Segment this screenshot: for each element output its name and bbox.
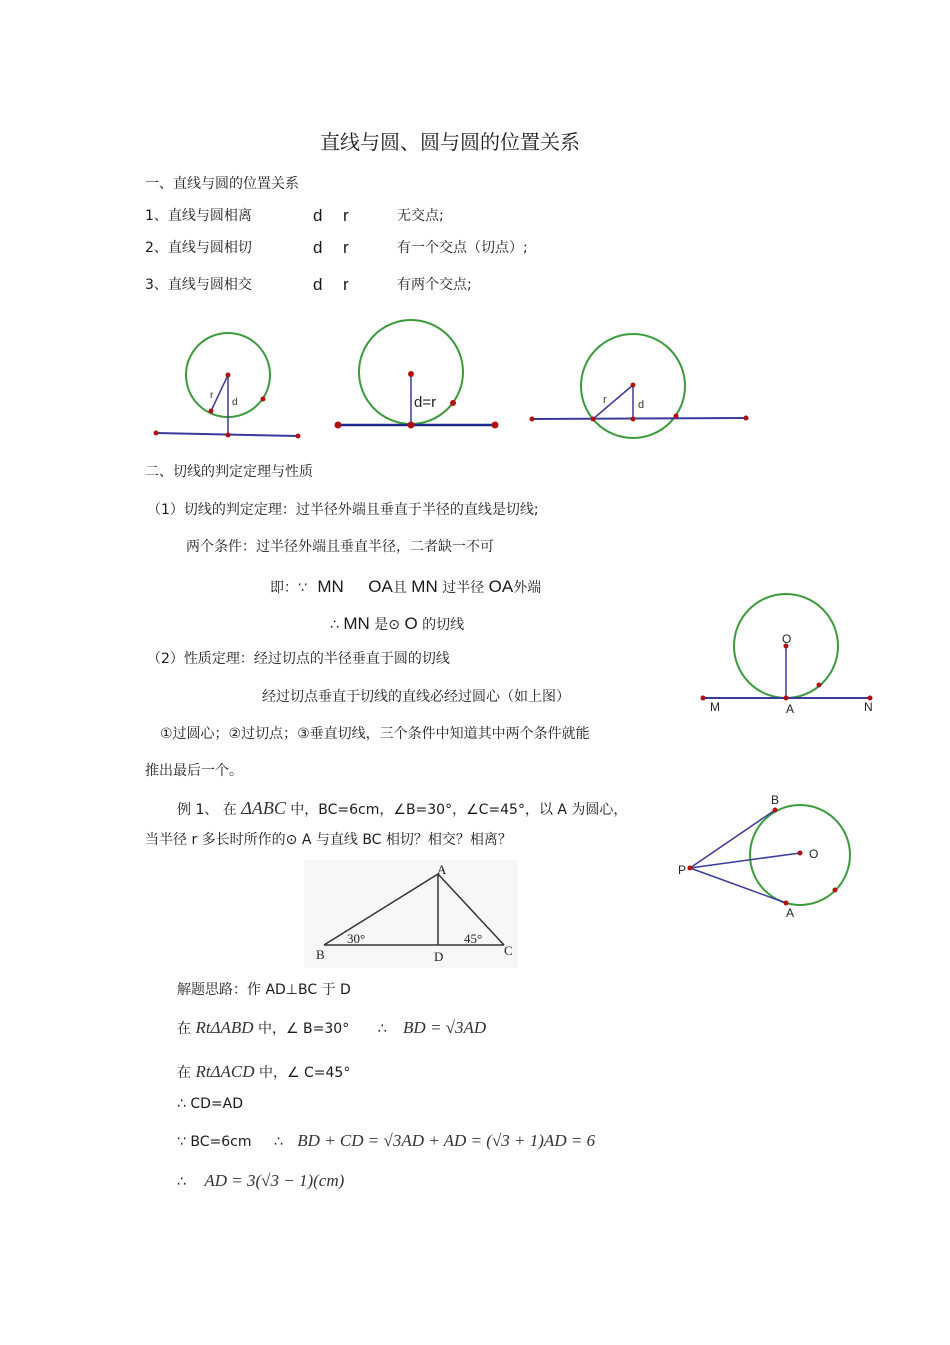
line-endpoint bbox=[744, 416, 749, 421]
row1-desc: 无交点; bbox=[397, 208, 444, 224]
label-n: N bbox=[864, 700, 873, 714]
three-conditions-end: 推出最后一个。 bbox=[145, 763, 243, 779]
label-a: A bbox=[437, 862, 447, 877]
mn-text: MN bbox=[317, 577, 344, 596]
circle-point bbox=[817, 683, 822, 688]
bc-given: ∵ BC=6cm bbox=[177, 1134, 252, 1150]
three-conditions: ①过圆心；②过切点；③垂直切线，三个条件中知道其中两个条件就能 bbox=[160, 726, 590, 742]
figure-line-separate bbox=[140, 325, 310, 445]
foot-point bbox=[631, 417, 636, 422]
example-conditions: 中，BC=6cm，∠B=30°，∠C=45°，以 A 为圆心， bbox=[290, 802, 628, 818]
example-lead: 例 1、 在 bbox=[177, 802, 237, 818]
equation-ad: AD = 3(√3 − 1)(cm) bbox=[204, 1171, 345, 1190]
row3-d: d bbox=[313, 275, 323, 294]
oa-text: OA bbox=[368, 577, 393, 596]
triangle-abd: RtΔABD bbox=[195, 1018, 254, 1037]
oa-text: OA bbox=[488, 577, 514, 596]
label-m: M bbox=[710, 700, 720, 714]
label-b: B bbox=[316, 947, 325, 962]
intersection-point bbox=[674, 414, 679, 419]
therefore-symbol: ∴ bbox=[177, 1174, 186, 1190]
center-point bbox=[226, 373, 231, 378]
therefore-line bbox=[330, 614, 464, 634]
tangent-pa bbox=[690, 868, 786, 903]
solution-step-6 bbox=[177, 1171, 344, 1191]
theorem-1: （1）切线的判定定理：过半径外端且垂直于半径的直线是切线; bbox=[147, 502, 539, 518]
figure-triangle-abc bbox=[304, 860, 518, 968]
line-endpoint bbox=[530, 417, 535, 422]
angle-b-text: 中，∠ B=30° bbox=[258, 1021, 350, 1037]
point-m bbox=[701, 696, 706, 701]
mn-text: MN bbox=[411, 577, 438, 596]
section1-heading: 一、直线与圆的位置关系 bbox=[145, 176, 299, 192]
row2-d: d bbox=[313, 238, 323, 257]
foot-point bbox=[226, 433, 231, 438]
center-point bbox=[631, 383, 636, 388]
since-line bbox=[270, 577, 541, 597]
angle-c-text: 中，∠ C=45° bbox=[259, 1065, 351, 1081]
circle-point bbox=[450, 400, 456, 406]
two-conditions: 两个条件：过半径外端且垂直半径，二者缺一不可 bbox=[186, 539, 494, 555]
triangle-abc: ΔABC bbox=[241, 798, 286, 818]
label-d-eq-r: d=r bbox=[414, 394, 437, 411]
equation-bd: BD = √3AD bbox=[403, 1018, 487, 1037]
center-point bbox=[408, 371, 414, 377]
label-d: D bbox=[434, 949, 444, 964]
solution-step-3 bbox=[177, 1062, 350, 1082]
point-a bbox=[784, 696, 789, 701]
triangle-acd: RtΔACD bbox=[195, 1062, 255, 1081]
and-text: 且 bbox=[392, 580, 407, 596]
figure-line-intersect bbox=[525, 330, 755, 445]
label-r: r bbox=[210, 390, 214, 401]
row3-desc: 有两个交点; bbox=[397, 277, 472, 293]
row3-label: 3、直线与圆相交 bbox=[145, 277, 252, 293]
therefore-symbol: ∴ bbox=[377, 1021, 387, 1037]
point-b bbox=[773, 808, 778, 813]
row1-d: d bbox=[313, 206, 323, 225]
line-endpoint bbox=[154, 431, 159, 436]
figure-tangents-from-p bbox=[670, 790, 860, 922]
row2-desc: 有一个交点（切点）; bbox=[397, 240, 528, 256]
theorem-2: （2）性质定理：经过切点的半径垂直于圆的切线 bbox=[147, 651, 450, 667]
solution-step-5 bbox=[177, 1131, 595, 1151]
in-text: 在 bbox=[177, 1021, 191, 1037]
point-a bbox=[784, 901, 789, 906]
circle-point bbox=[261, 397, 266, 402]
angle-c-label: 45° bbox=[464, 931, 483, 946]
point-o bbox=[798, 851, 803, 856]
circle-point bbox=[833, 888, 838, 893]
mn-text: MN bbox=[343, 614, 370, 633]
label-c: C bbox=[504, 943, 513, 958]
tangent-point bbox=[408, 422, 415, 429]
segment-po bbox=[690, 853, 800, 868]
therefore-symbol: ∴ bbox=[273, 1134, 283, 1150]
row1-r: r bbox=[343, 206, 349, 225]
intersection-point bbox=[591, 417, 596, 422]
solution-step-2 bbox=[177, 1018, 486, 1038]
angle-b-label: 30° bbox=[347, 931, 366, 946]
label-d: d bbox=[232, 397, 238, 408]
label-p: P bbox=[678, 863, 687, 877]
row3-r: r bbox=[343, 275, 349, 294]
figure-tangent-mna bbox=[695, 590, 885, 718]
label-d: d bbox=[638, 399, 645, 411]
solution-step-4: ∴ CD=AD bbox=[177, 1096, 244, 1112]
line-endpoint bbox=[296, 434, 301, 439]
end-text: 外端 bbox=[513, 580, 542, 596]
section2-heading: 二、切线的判定定理与性质 bbox=[145, 464, 313, 480]
since-symbol: 即：∵ bbox=[270, 580, 307, 596]
label-a: A bbox=[786, 906, 795, 920]
is-circle-text: 是⊙ bbox=[374, 617, 401, 633]
label-b: B bbox=[771, 793, 780, 807]
row1-label: 1、直线与圆相离 bbox=[145, 208, 252, 224]
solution-step-1: 解题思路：作 AD⊥BC 于 D bbox=[177, 982, 351, 998]
page-title: 直线与圆、圆与圆的位置关系 bbox=[320, 130, 580, 154]
o-text: O bbox=[404, 614, 418, 633]
tangent-pb bbox=[690, 810, 775, 868]
in-text: 在 bbox=[177, 1065, 191, 1081]
pass-text: 过半径 bbox=[442, 580, 485, 596]
point-p bbox=[688, 866, 693, 871]
figure-background bbox=[304, 860, 518, 968]
line-endpoint bbox=[492, 422, 499, 429]
label-a: A bbox=[786, 702, 795, 716]
radius-point bbox=[209, 409, 214, 414]
equation-sum: BD + CD = √3AD + AD = (√3 + 1)AD = 6 bbox=[297, 1131, 596, 1150]
example-line-1 bbox=[177, 798, 627, 820]
tail-text: 的切线 bbox=[422, 617, 465, 633]
example-line-2: 当半径 r 多长时所作的⊙ A 与直线 BC 相切？相交？相离？ bbox=[145, 832, 512, 848]
figure-line-tangent bbox=[330, 318, 505, 438]
row2-label: 2、直线与圆相切 bbox=[145, 240, 252, 256]
radius-segment bbox=[211, 375, 228, 411]
secant-line bbox=[532, 418, 746, 419]
row2-r: r bbox=[343, 238, 349, 257]
label-o: O bbox=[809, 847, 819, 861]
theorem-2-corollary: 经过切点垂直于切线的直线必经过圆心（如上图） bbox=[262, 689, 570, 705]
label-r: r bbox=[603, 394, 607, 406]
radius-segment bbox=[593, 385, 633, 419]
line-endpoint bbox=[335, 422, 342, 429]
label-o: O bbox=[782, 632, 792, 646]
therefore-symbol: ∴ bbox=[330, 617, 339, 633]
